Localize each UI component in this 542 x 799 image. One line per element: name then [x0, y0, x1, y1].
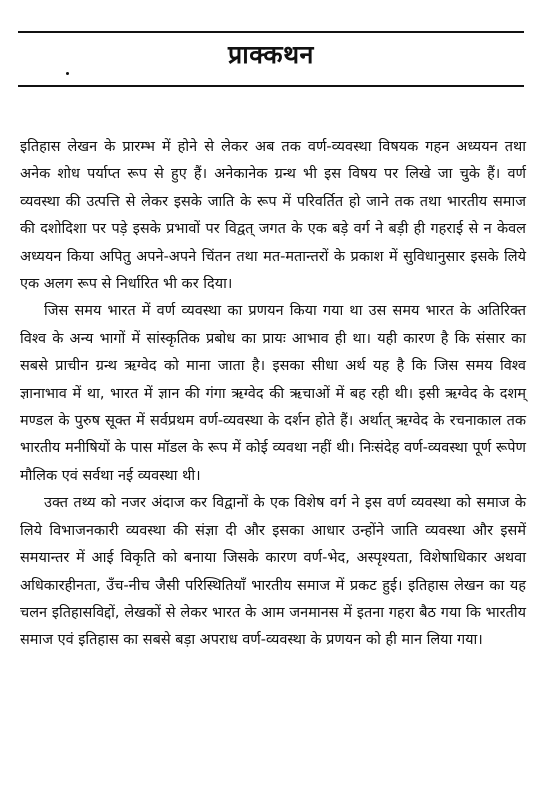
body-text	[20, 134, 526, 655]
top-rule	[18, 31, 524, 33]
paragraph-3: उक्त तथ्य को नजर अंदाज कर विद्वानों के एक विशेष वर्ग ने इस वर्ण व्यवस्था को समाज के लिये विभाजनकारी व्यवस्था की संज्ञा दी और इसका आधार उन्होंने जाति व्यवस्था और इसमें समयान्तर में आई विकृति को बनाया जिसके कारण वर्ण-भेद, अस्पृश्यता, विशेषाधिकार अथवा अधिकारहीनता, उँच-नीच जैसी परिस्थितियाँ भारतीय समाज में प्रकट हुई। इतिहास लेखन का यह चलन इतिहासविद्दों, लेखकों से लेकर भारत के आम जनमानस में इतना गहरा बैठ गया कि भारतीय समाज एवं इतिहास का सबसे बड़ा अपराध वर्ण-व्यवस्था के प्रणयन को ही मान लिया गया।	[20, 495, 526, 649]
bottom-rule	[18, 85, 524, 87]
paragraph-2: जिस समय भारत में वर्ण व्यवस्था का प्रणयन किया गया था उस समय भारत के अतिरिक्त विश्व के अन्य भागों में सांस्कृतिक प्रबोध का प्रायः आभाव ही था। यही कारण है कि संसार का सबसे प्राचीन ग्रन्थ ऋग्वेद को माना जाता है। इसका सीधा अर्थ यह है कि जिस समय विश्व ज्ञानाभाव में था, भारत में ज्ञान की गंगा ऋग्वेद की ऋचाओं में बह रही थी। इसी ऋग्वेद के दशम् मण्डल के पुरुष सूक्त में सर्वप्रथम वर्ण-व्यवस्था के दर्शन होते हैं। अर्थात् ऋग्वेद के रचनाकाल तक भारतीय मनीषियों के पास मॉडल के रूप में कोई व्यवथा नहीं थी। निःसंदेह वर्ण-व्यवस्था पूर्ण रूपेण मौलिक एवं सर्वथा नई व्यवस्था थी।	[20, 303, 526, 484]
stray-dot	[66, 72, 69, 75]
paragraph-1: इतिहास लेखन के प्रारम्भ में होने से लेकर अब तक वर्ण-व्यवस्था विषयक गहन अध्ययन तथा अनेक शोध पर्याप्त रूप से हुए हैं। अनेकानेक ग्रन्थ भी इस विषय पर लिखे जा चुके हैं। वर्ण व्यवस्था की उत्पत्ति से लेकर इसके जाति के रूप में परिवर्तित हो जाने तक तथा भारतीय समाज की दशोदिशा पर पड़े इसके प्रभावों पर विद्वत् जगत के एक बड़े वर्ग ने बड़ी ही गहराई से न केवल अध्ययन किया अपितु अपने-अपने चिंतन तथा मत-मतान्तरों के प्रकाश में सुविधानुसार इसके लिये एक अलग रूप से निर्धारित भी कर दिया।	[20, 139, 526, 293]
page-title: प्राक्कथन	[228, 40, 314, 69]
